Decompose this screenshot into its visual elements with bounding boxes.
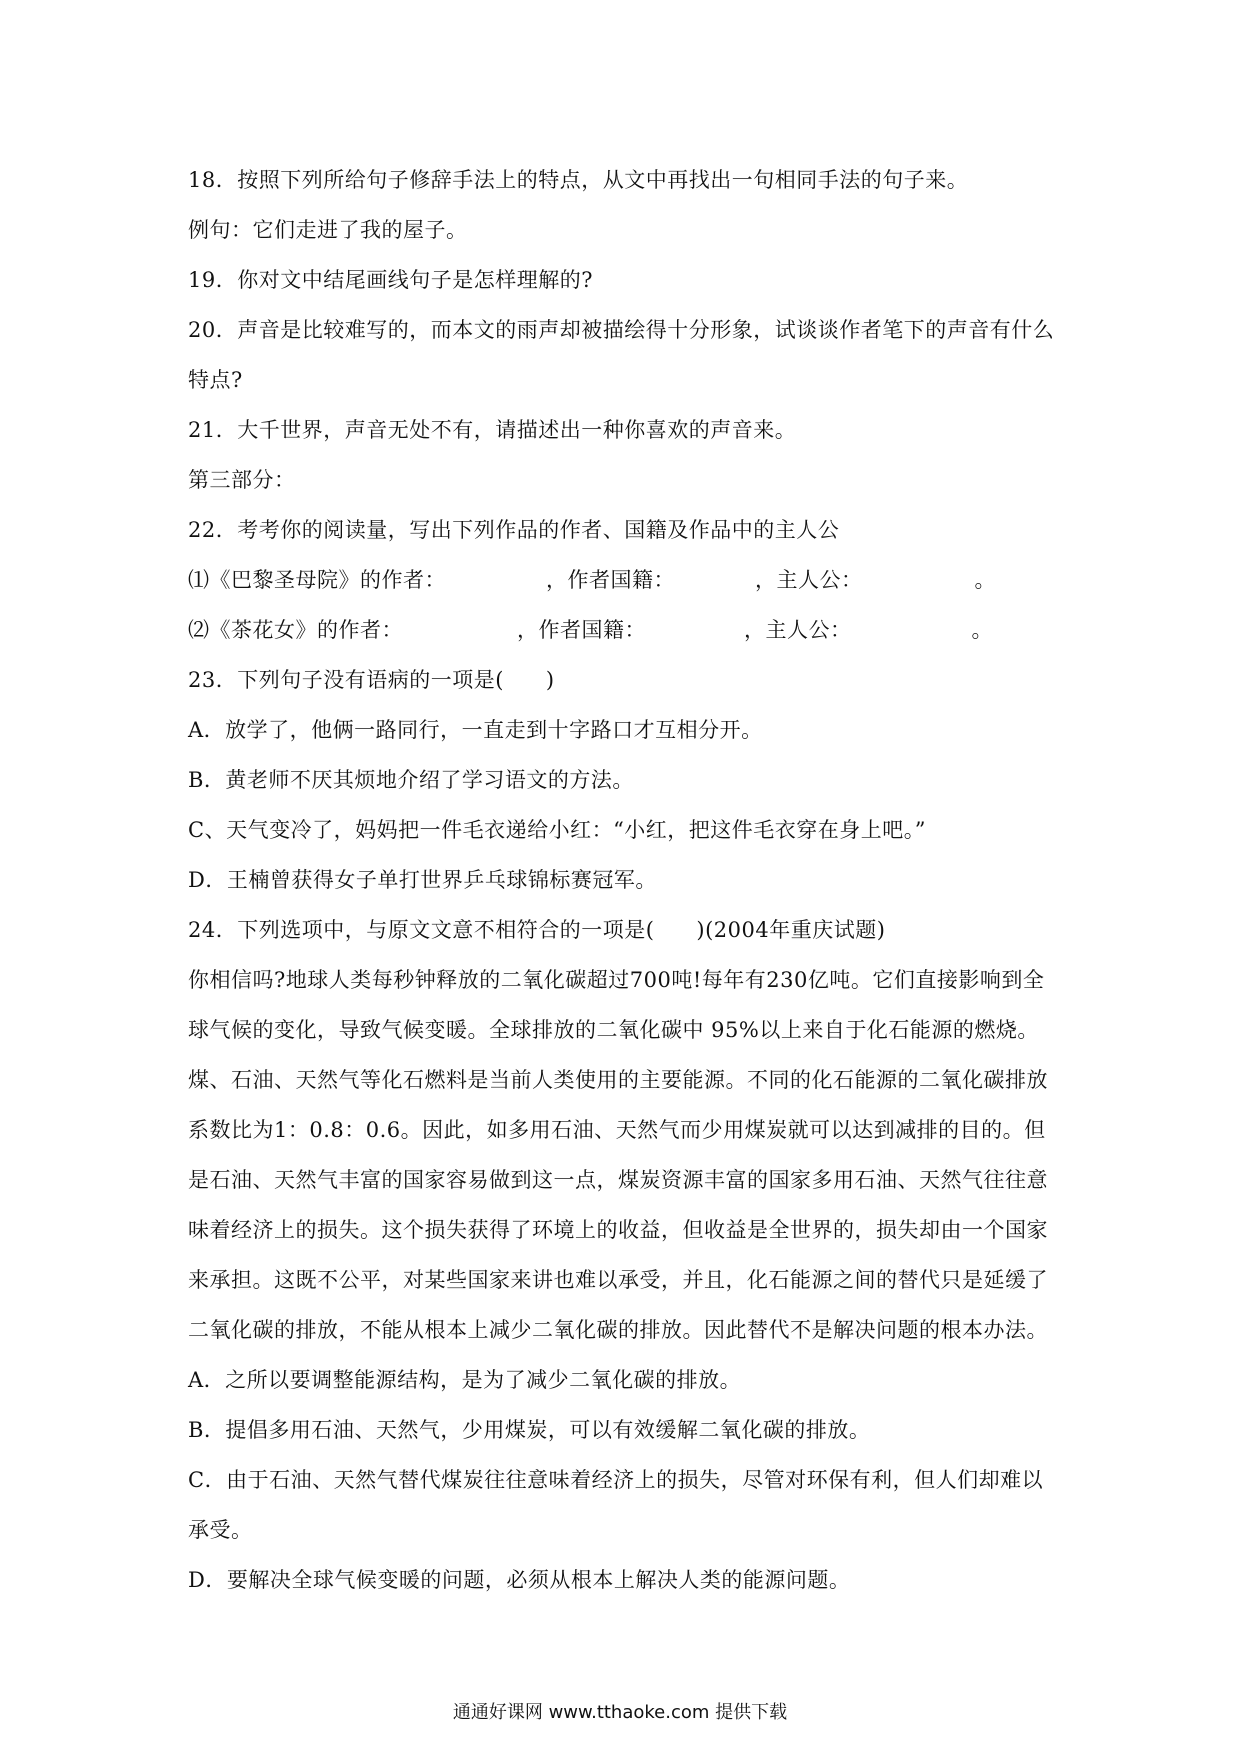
q22-2-end: 。 [971,618,993,642]
passage-line: 二氧化碳的排放，不能从根本上减少二氧化碳的排放。因此替代不是解决问题的根本办法。 [188,1318,1048,1342]
passage-line: 系数比为1：0.8：0.6。因此，如多用石油、天然气而少用煤炭就可以达到减排的目的。但 [188,1118,1046,1142]
part-three-heading: 第三部分： [188,468,296,492]
passage-line: 味着经济上的损失。这个损失获得了环境上的收益，但收益是全世界的，损失却由一个国家 [188,1218,1048,1242]
q22-2-prefix: ⑵《茶花女》的作者： [188,618,403,642]
question-23-option-d: D．王楠曾获得女子单打世界乒乓球锦标赛冠军。 [188,868,657,892]
question-24-option-b: B．提倡多用石油、天然气，少用煤炭，可以有效缓解二氧化碳的排放。 [188,1418,871,1442]
question-22: 22．考考你的阅读量，写出下列作品的作者、国籍及作品中的主人公 [188,518,840,542]
question-24-option-c-line-2: 承受。 [188,1518,253,1542]
q22-1-prefix: ⑴《巴黎圣母院》的作者： [188,568,446,592]
question-23-option-c: C、天气变冷了，妈妈把一件毛衣递给小红：“小红，把这件毛衣穿在身上吧。” [188,818,927,842]
exam-content [188,155,1068,1605]
q23-stem-end: ) [545,668,555,692]
question-20-line-1: 20．声音是比较难写的，而本文的雨声却被描绘得十分形象，试谈谈作者笔下的声音有什么 [188,318,1055,342]
question-23-option-b: B．黄老师不厌其烦地介绍了学习语文的方法。 [188,768,634,792]
question-24-option-a: A．之所以要调整能源结构，是为了减少二氧化碳的排放。 [188,1368,742,1392]
question-24-passage [188,955,1068,1355]
q24-stem-start: 24．下列选项中，与原文文意不相符合的一项是( [188,918,655,942]
q22-1-nationality-label: ，作者国籍： [546,568,675,592]
page-footer: 通通好课网 www.tthaoke.com 提供下载 [452,1702,788,1723]
passage-line: 你相信吗?地球人类每秒钟释放的二氧化碳超过700吨!每年有230亿吨。它们直接影响到全 [188,968,1045,992]
question-19: 19．你对文中结尾画线句子是怎样理解的? [188,268,593,292]
q22-2-protagonist-label: ，主人公： [744,618,852,642]
question-21: 21．大千世界，声音无处不有，请描述出一种你喜欢的声音来。 [188,418,797,442]
question-22-item-2 [188,605,1068,655]
passage-line: 球气候的变化，导致气候变暖。全球排放的二氧化碳中 95%以上来自于化石能源的燃烧。 [188,1018,1039,1042]
q24-stem-end: )(2004年重庆试题) [696,918,886,942]
question-18-example: 例句：它们走进了我的屋子。 [188,218,468,242]
passage-line: 煤、石油、天然气等化石燃料是当前人类使用的主要能源。不同的化石能源的二氧化碳排放 [188,1068,1048,1092]
q23-stem-start: 23．下列句子没有语病的一项是( [188,668,504,692]
passage-line: 是石油、天然气丰富的国家容易做到这一点，煤炭资源丰富的国家多用石油、天然气往往意 [188,1168,1048,1192]
question-18: 18．按照下列所给句子修辞手法上的特点，从文中再找出一句相同手法的句子来。 [188,168,969,192]
q22-1-protagonist-label: ，主人公： [755,568,863,592]
question-22-item-1 [188,555,1068,605]
question-24-option-c-line-1: C．由于石油、天然气替代煤炭往往意味着经济上的损失，尽管对环保有利，但人们却难以 [188,1468,1044,1492]
question-20-line-2: 特点? [188,368,243,392]
q22-2-nationality-label: ，作者国籍： [517,618,646,642]
question-24-option-d: D．要解决全球气候变暖的问题，必须从根本上解决人类的能源问题。 [188,1568,851,1592]
q22-1-end: 。 [974,568,996,592]
question-23-option-a: A．放学了，他俩一路同行，一直走到十字路口才互相分开。 [188,718,763,742]
question-23-stem [188,655,1068,705]
passage-line: 来承担。这既不公平，对某些国家来讲也难以承受，并且，化石能源之间的替代只是延缓了 [188,1268,1048,1292]
question-24-stem [188,905,1068,955]
